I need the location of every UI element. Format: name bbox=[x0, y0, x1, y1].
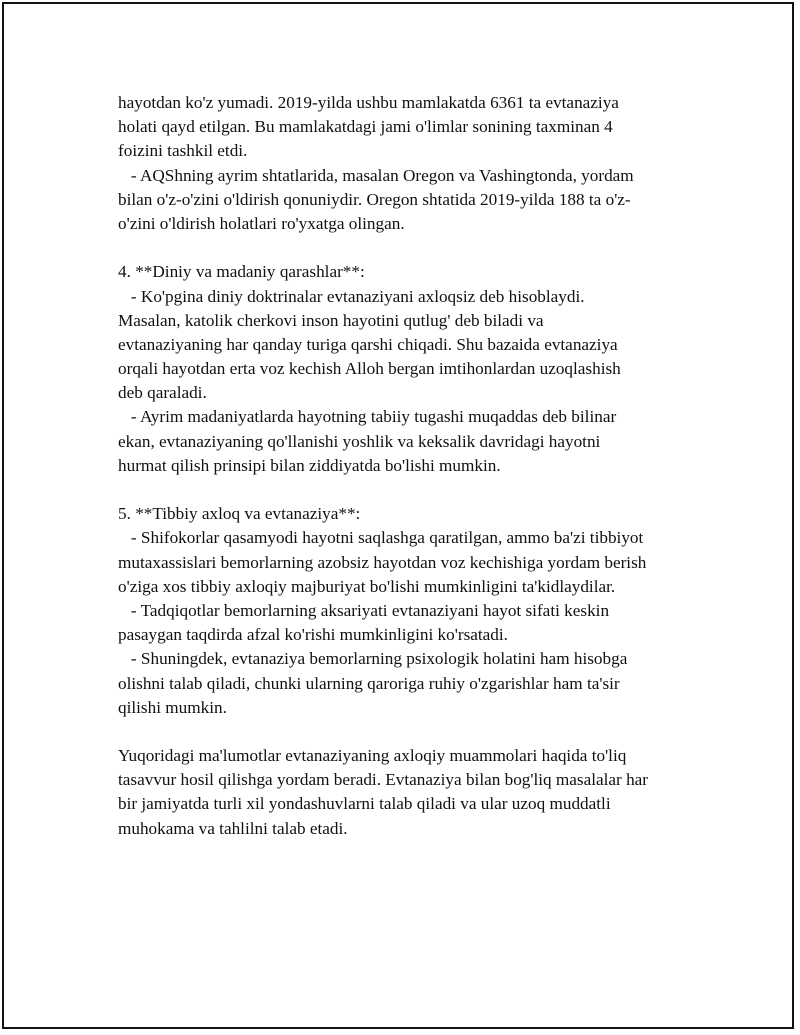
text-line: orqali hayotdan erta voz kechish Alloh bergan imtihonlardan uzoqlashish bbox=[118, 359, 621, 379]
text-line: qilishi mumkin. bbox=[118, 697, 227, 717]
text-line: olishni talab qiladi, chunki ularning qaroriga ruhiy o'zgarishlar ham ta'sir bbox=[118, 673, 620, 693]
text-line: ekan, evtanaziyaning qo'llanishi yoshlik va keksalik davridagi hayotni bbox=[118, 431, 601, 451]
text-line: - Shuningdek, evtanaziya bemorlarning psixologik holatini ham hisobga bbox=[118, 649, 628, 669]
document-body bbox=[118, 91, 693, 841]
text-line: hurmat qilish prinsipi bilan ziddiyatda bo'lishi mumkin. bbox=[118, 455, 501, 475]
text-line: pasaygan taqdirda afzal ko'rishi mumkinligini ko'rsatadi. bbox=[118, 625, 508, 645]
blank-line bbox=[118, 236, 693, 260]
text-line: evtanaziyaning har qanday turiga qarshi chiqadi. Shu bazaida evtanaziya bbox=[118, 334, 618, 354]
section-heading: 4. **Diniy va madaniy qarashlar**: bbox=[118, 262, 365, 282]
text-line: - Shifokorlar qasamyodi hayotni saqlashga qaratilgan, ammo ba'zi tibbiyot bbox=[118, 528, 644, 548]
text-line: hayotdan ko'z yumadi. 2019-yilda ushbu mamlakatda 6361 ta evtanaziya bbox=[118, 93, 619, 112]
section-heading: 5. **Tibbiy axloq va evtanaziya**: bbox=[118, 504, 361, 524]
text-line: - Tadqiqotlar bemorlarning aksariyati evtanaziyani hayot sifati keskin bbox=[118, 600, 610, 620]
text-line: - AQShning ayrim shtatlarida, masalan Oregon va Vashingtonda, yordam bbox=[118, 165, 634, 185]
text-line: tasavvur hosil qilishga yordam beradi. Evtanaziya bilan bog'liq masalalar har bbox=[118, 770, 649, 790]
text-line: holati qayd etilgan. Bu mamlakatdagi jami o'limlar sonining taxminan 4 bbox=[118, 117, 613, 137]
text-line: - Ko'pgina diniy doktrinalar evtanaziyani axloqsiz deb hisoblaydi. bbox=[118, 286, 585, 306]
text-line: Masalan, katolik cherkovi inson hayotini qutlug' deb biladi va bbox=[118, 310, 544, 330]
text-line: bilan o'z-o'zini o'ldirish qonuniydir. Oregon shtatida 2019-yilda 188 ta o'z- bbox=[118, 189, 631, 209]
text-line: muhokama va tahlilni talab etadi. bbox=[118, 818, 348, 838]
blank-line bbox=[118, 478, 693, 502]
text-line: o'ziga xos tibbiy axloqiy majburiyat bo'lishi mumkinligini ta'kidlaydilar. bbox=[118, 576, 616, 596]
text-line: o'zini o'ldirish holatlari ro'yxatga olingan. bbox=[118, 213, 405, 233]
text-line: deb qaraladi. bbox=[118, 383, 207, 403]
text-line: mutaxassislari bemorlarning azobsiz hayotdan voz kechishiga yordam berish bbox=[118, 552, 647, 572]
text-line: foizini tashkil etdi. bbox=[118, 141, 248, 161]
blank-line bbox=[118, 720, 693, 744]
text-line: - Ayrim madaniyatlarda hayotning tabiiy tugashi muqaddas deb bilinar bbox=[118, 407, 617, 427]
text-line: Yuqoridagi ma'lumotlar evtanaziyaning axloqiy muammolari haqida to'liq bbox=[118, 746, 627, 766]
text-line: bir jamiyatda turli xil yondashuvlarni talab qiladi va ular uzoq muddatli bbox=[118, 794, 611, 814]
